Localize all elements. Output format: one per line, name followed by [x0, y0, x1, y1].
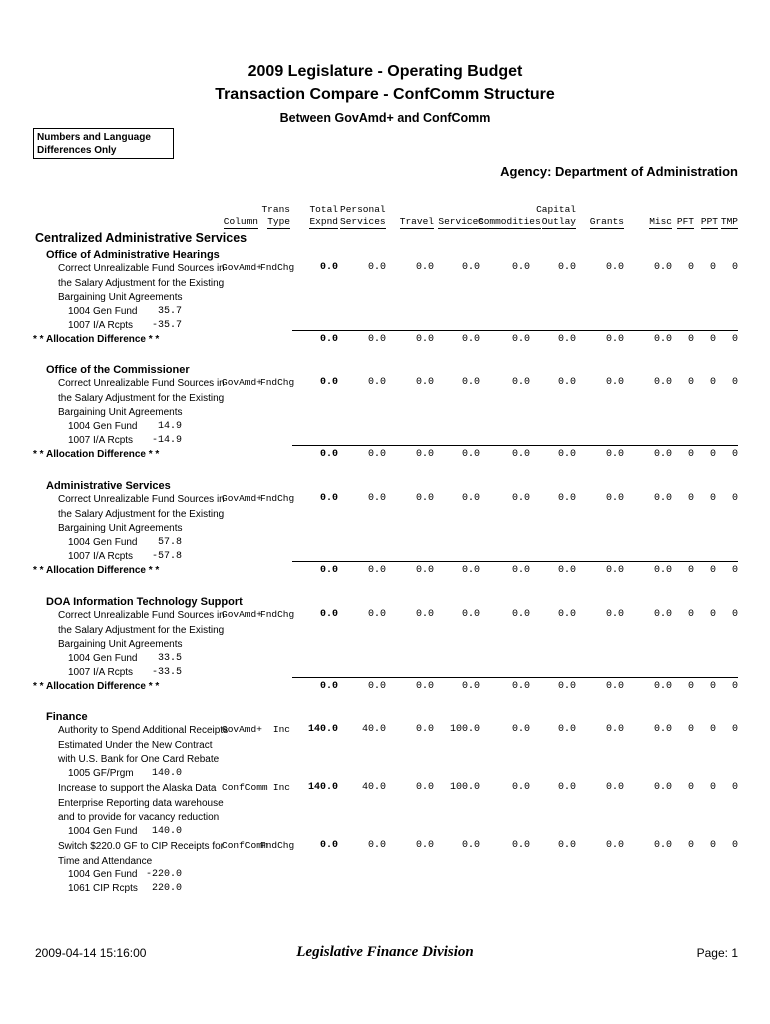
column-value: ConfComm [222, 840, 268, 851]
pft-value: 0 [687, 493, 694, 504]
services-value: 0.0 [461, 262, 480, 273]
item-description: Correct Unrealizable Fund Sources in the Salary Adjustment for the Existing Bargaining Unit Agreements [58, 494, 225, 534]
commodities-value: 0.0 [511, 334, 530, 345]
unit-title: Administrative Services [46, 480, 171, 492]
fund-value: -33.5 [151, 667, 182, 678]
grants-value: 0.0 [605, 681, 624, 692]
trans-type-value: FndChg [260, 840, 295, 851]
personal-value: 0.0 [367, 493, 386, 504]
agency-label: Agency: Department of Administration [500, 164, 738, 179]
differences-box-line1: Numbers and Language [37, 132, 151, 143]
fund-value: 140.0 [151, 825, 182, 837]
pft-value: 0 [687, 724, 694, 735]
personal-value: 0.0 [367, 334, 386, 345]
commodities-value: 0.0 [511, 449, 530, 460]
report-comparison: Between GovAmd+ and ConfComm [279, 111, 491, 125]
misc-value: 0.0 [653, 724, 672, 735]
travel-value: 0.0 [415, 609, 434, 620]
services-value: 0.0 [461, 449, 480, 460]
trans-type-value: Inc [272, 724, 290, 735]
allocation-divider [292, 330, 738, 331]
col-ppt: PPT [700, 216, 718, 227]
grants-value: 0.0 [605, 840, 624, 851]
fund-value: -14.9 [151, 435, 182, 446]
personal-value: 0.0 [367, 262, 386, 273]
pft-value: 0 [687, 782, 694, 793]
allocation-difference-label: * * Allocation Difference * * [33, 681, 160, 692]
col-personal-services: Personal Services [340, 204, 386, 227]
unit-title: Finance [46, 711, 88, 723]
travel-value: 0.0 [415, 262, 434, 273]
services-value: 0.0 [461, 334, 480, 345]
ppt-value: 0 [709, 262, 716, 273]
ppt-value: 0 [709, 609, 716, 620]
pft-value: 0 [687, 565, 694, 576]
fund-value: -220.0 [145, 869, 182, 880]
misc-value: 0.0 [653, 377, 672, 388]
item-description: Correct Unrealizable Fund Sources in the Salary Adjustment for the Existing Bargaining Unit Agreements [58, 263, 225, 303]
col-column: Column [223, 216, 258, 227]
commodities-value: 0.0 [511, 609, 530, 620]
services-value: 0.0 [461, 609, 480, 620]
unit-title: Office of Administrative Hearings [46, 249, 220, 261]
item-description: Increase to support the Alaska Data Enterprise Reporting data warehouse and to provide for vacancy reduction [58, 783, 224, 823]
unit-title: DOA Information Technology Support [46, 596, 243, 608]
misc-value: 0.0 [653, 840, 672, 851]
pft-value: 0 [687, 334, 694, 345]
tmp-value: 0 [731, 724, 738, 735]
pft-value: 0 [687, 681, 694, 692]
col-capital-outlay: Capital Outlay [536, 204, 576, 227]
personal-value: 40.0 [361, 782, 386, 793]
allocation-divider [292, 445, 738, 446]
ppt-value: 0 [709, 840, 716, 851]
total-value: 0.0 [319, 840, 338, 851]
services-value: 0.0 [461, 840, 480, 851]
grants-value: 0.0 [605, 609, 624, 620]
ppt-value: 0 [709, 724, 716, 735]
capital-value: 0.0 [557, 377, 576, 388]
personal-value: 0.0 [367, 565, 386, 576]
travel-value: 0.0 [415, 565, 434, 576]
footer-page-number: Page: 1 [696, 946, 738, 960]
fund-value: -35.7 [151, 320, 182, 331]
col-misc: Misc [649, 216, 672, 227]
misc-value: 0.0 [653, 609, 672, 620]
commodities-value: 0.0 [511, 377, 530, 388]
capital-value: 0.0 [557, 840, 576, 851]
total-value: 0.0 [319, 681, 338, 692]
tmp-value: 0 [731, 840, 738, 851]
column-value: GovAmd+ [222, 493, 262, 504]
trans-type-value: FndChg [260, 377, 295, 388]
capital-value: 0.0 [557, 782, 576, 793]
personal-value: 0.0 [367, 449, 386, 460]
trans-type-value: FndChg [260, 262, 295, 273]
grants-value: 0.0 [605, 493, 624, 504]
travel-value: 0.0 [415, 377, 434, 388]
capital-value: 0.0 [557, 565, 576, 576]
fund-name: 1004 Gen Fund [68, 869, 138, 880]
ppt-value: 0 [709, 565, 716, 576]
fund-name: 1004 Gen Fund [68, 537, 138, 548]
misc-value: 0.0 [653, 262, 672, 273]
fund-name: 1007 I/A Rcpts [68, 320, 134, 331]
total-value: 0.0 [319, 377, 338, 388]
travel-value: 0.0 [415, 724, 434, 735]
capital-value: 0.0 [557, 334, 576, 345]
unit-title: Office of the Commissioner [46, 364, 190, 376]
fund-value: 57.8 [157, 537, 182, 548]
capital-value: 0.0 [557, 609, 576, 620]
ppt-value: 0 [709, 334, 716, 345]
fund-name: 1061 CIP Rcpts [68, 883, 138, 894]
total-value: 0.0 [319, 609, 338, 620]
misc-value: 0.0 [653, 681, 672, 692]
col-tmp: TMP [720, 216, 738, 227]
personal-value: 0.0 [367, 681, 386, 692]
tmp-value: 0 [731, 377, 738, 388]
commodities-value: 0.0 [511, 493, 530, 504]
commodities-value: 0.0 [511, 724, 530, 735]
misc-value: 0.0 [653, 493, 672, 504]
fund-value: 14.9 [157, 421, 182, 432]
grants-value: 0.0 [605, 724, 624, 735]
column-value: ConfComm [222, 782, 268, 793]
ppt-value: 0 [709, 377, 716, 388]
fund-name: 1004 Gen Fund [68, 825, 138, 837]
services-value: 100.0 [449, 724, 480, 735]
services-value: 0.0 [461, 681, 480, 692]
fund-name: 1004 Gen Fund [68, 306, 138, 317]
fund-value: 140.0 [151, 767, 182, 779]
allocation-difference-label: * * Allocation Difference * * [33, 334, 160, 345]
total-value: 0.0 [319, 449, 338, 460]
capital-value: 0.0 [557, 681, 576, 692]
ppt-value: 0 [709, 493, 716, 504]
total-value: 140.0 [307, 782, 338, 793]
pft-value: 0 [687, 840, 694, 851]
differences-box-line2: Differences Only [37, 145, 117, 156]
total-value: 0.0 [319, 262, 338, 273]
commodities-value: 0.0 [511, 681, 530, 692]
col-pft: PFT [676, 216, 694, 227]
col-services: Services [438, 216, 484, 227]
tmp-value: 0 [731, 493, 738, 504]
misc-value: 0.0 [653, 334, 672, 345]
grants-value: 0.0 [605, 334, 624, 345]
grants-value: 0.0 [605, 449, 624, 460]
services-value: 100.0 [449, 782, 480, 793]
tmp-value: 0 [731, 782, 738, 793]
fund-value: 220.0 [151, 883, 182, 894]
col-grants: Grants [589, 216, 624, 227]
footer-division: Legislative Finance Division [296, 944, 474, 960]
commodities-value: 0.0 [511, 840, 530, 851]
grants-value: 0.0 [605, 565, 624, 576]
fund-value: 33.5 [157, 653, 182, 664]
column-value: GovAmd+ [222, 609, 262, 620]
ppt-value: 0 [709, 681, 716, 692]
tmp-value: 0 [731, 609, 738, 620]
ppt-value: 0 [709, 782, 716, 793]
fund-name: 1007 I/A Rcpts [68, 435, 134, 446]
col-total-expnd: Total Expnd [309, 204, 338, 227]
column-value: GovAmd+ [222, 724, 262, 735]
tmp-value: 0 [731, 449, 738, 460]
fund-value: 35.7 [157, 306, 182, 317]
total-value: 0.0 [319, 565, 338, 576]
fund-name: 1004 Gen Fund [68, 653, 138, 664]
personal-value: 0.0 [367, 840, 386, 851]
item-description: Correct Unrealizable Fund Sources in the Salary Adjustment for the Existing Bargaining Unit Agreements [58, 378, 225, 418]
fund-name: 1007 I/A Rcpts [68, 667, 134, 678]
pft-value: 0 [687, 609, 694, 620]
misc-value: 0.0 [653, 782, 672, 793]
personal-value: 0.0 [367, 609, 386, 620]
capital-value: 0.0 [557, 262, 576, 273]
total-value: 140.0 [307, 724, 338, 735]
footer-timestamp: 2009-04-14 15:16:00 [35, 946, 147, 960]
trans-type-value: Inc [272, 782, 290, 793]
capital-value: 0.0 [557, 724, 576, 735]
misc-value: 0.0 [653, 565, 672, 576]
commodities-value: 0.0 [511, 782, 530, 793]
commodities-value: 0.0 [511, 262, 530, 273]
tmp-value: 0 [731, 681, 738, 692]
item-description: Switch $220.0 GF to CIP Receipts for Time and Attendance [58, 841, 225, 867]
grants-value: 0.0 [605, 377, 624, 388]
item-description: Authority to Spend Additional Receipts Estimated Under the New Contract with U.S. Bank for One Card Rebate [58, 725, 229, 765]
trans-type-value: FndChg [260, 609, 295, 620]
total-value: 0.0 [319, 334, 338, 345]
capital-value: 0.0 [557, 493, 576, 504]
col-travel: Travel [399, 216, 434, 227]
report-subtitle: Transaction Compare - ConfComm Structure [215, 86, 555, 103]
item-description: Correct Unrealizable Fund Sources in the Salary Adjustment for the Existing Bargaining Unit Agreements [58, 610, 225, 650]
pft-value: 0 [687, 262, 694, 273]
col-trans-type: Trans Type [261, 204, 290, 227]
services-value: 0.0 [461, 565, 480, 576]
grants-value: 0.0 [605, 782, 624, 793]
allocation-divider [292, 561, 738, 562]
fund-name: 1005 GF/Prgm [68, 767, 134, 779]
travel-value: 0.0 [415, 840, 434, 851]
travel-value: 0.0 [415, 493, 434, 504]
tmp-value: 0 [731, 262, 738, 273]
allocation-difference-label: * * Allocation Difference * * [33, 449, 160, 460]
pft-value: 0 [687, 377, 694, 388]
travel-value: 0.0 [415, 681, 434, 692]
column-value: GovAmd+ [222, 377, 262, 388]
commodities-value: 0.0 [511, 565, 530, 576]
section-title: Centralized Administrative Services [35, 231, 248, 245]
allocation-difference-label: * * Allocation Difference * * [33, 565, 160, 576]
column-value: GovAmd+ [222, 262, 262, 273]
tmp-value: 0 [731, 565, 738, 576]
misc-value: 0.0 [653, 449, 672, 460]
total-value: 0.0 [319, 493, 338, 504]
personal-value: 0.0 [367, 377, 386, 388]
allocation-divider [292, 677, 738, 678]
travel-value: 0.0 [415, 334, 434, 345]
differences-box [33, 128, 174, 159]
col-commodities: Commodities [478, 216, 541, 227]
services-value: 0.0 [461, 377, 480, 388]
fund-name: 1004 Gen Fund [68, 421, 138, 432]
capital-value: 0.0 [557, 449, 576, 460]
tmp-value: 0 [731, 334, 738, 345]
fund-value: -57.8 [151, 551, 182, 562]
trans-type-value: FndChg [260, 493, 295, 504]
grants-value: 0.0 [605, 262, 624, 273]
ppt-value: 0 [709, 449, 716, 460]
travel-value: 0.0 [415, 449, 434, 460]
report-title: 2009 Legislature - Operating Budget [247, 63, 523, 80]
fund-name: 1007 I/A Rcpts [68, 551, 134, 562]
services-value: 0.0 [461, 493, 480, 504]
travel-value: 0.0 [415, 782, 434, 793]
pft-value: 0 [687, 449, 694, 460]
personal-value: 40.0 [361, 724, 386, 735]
